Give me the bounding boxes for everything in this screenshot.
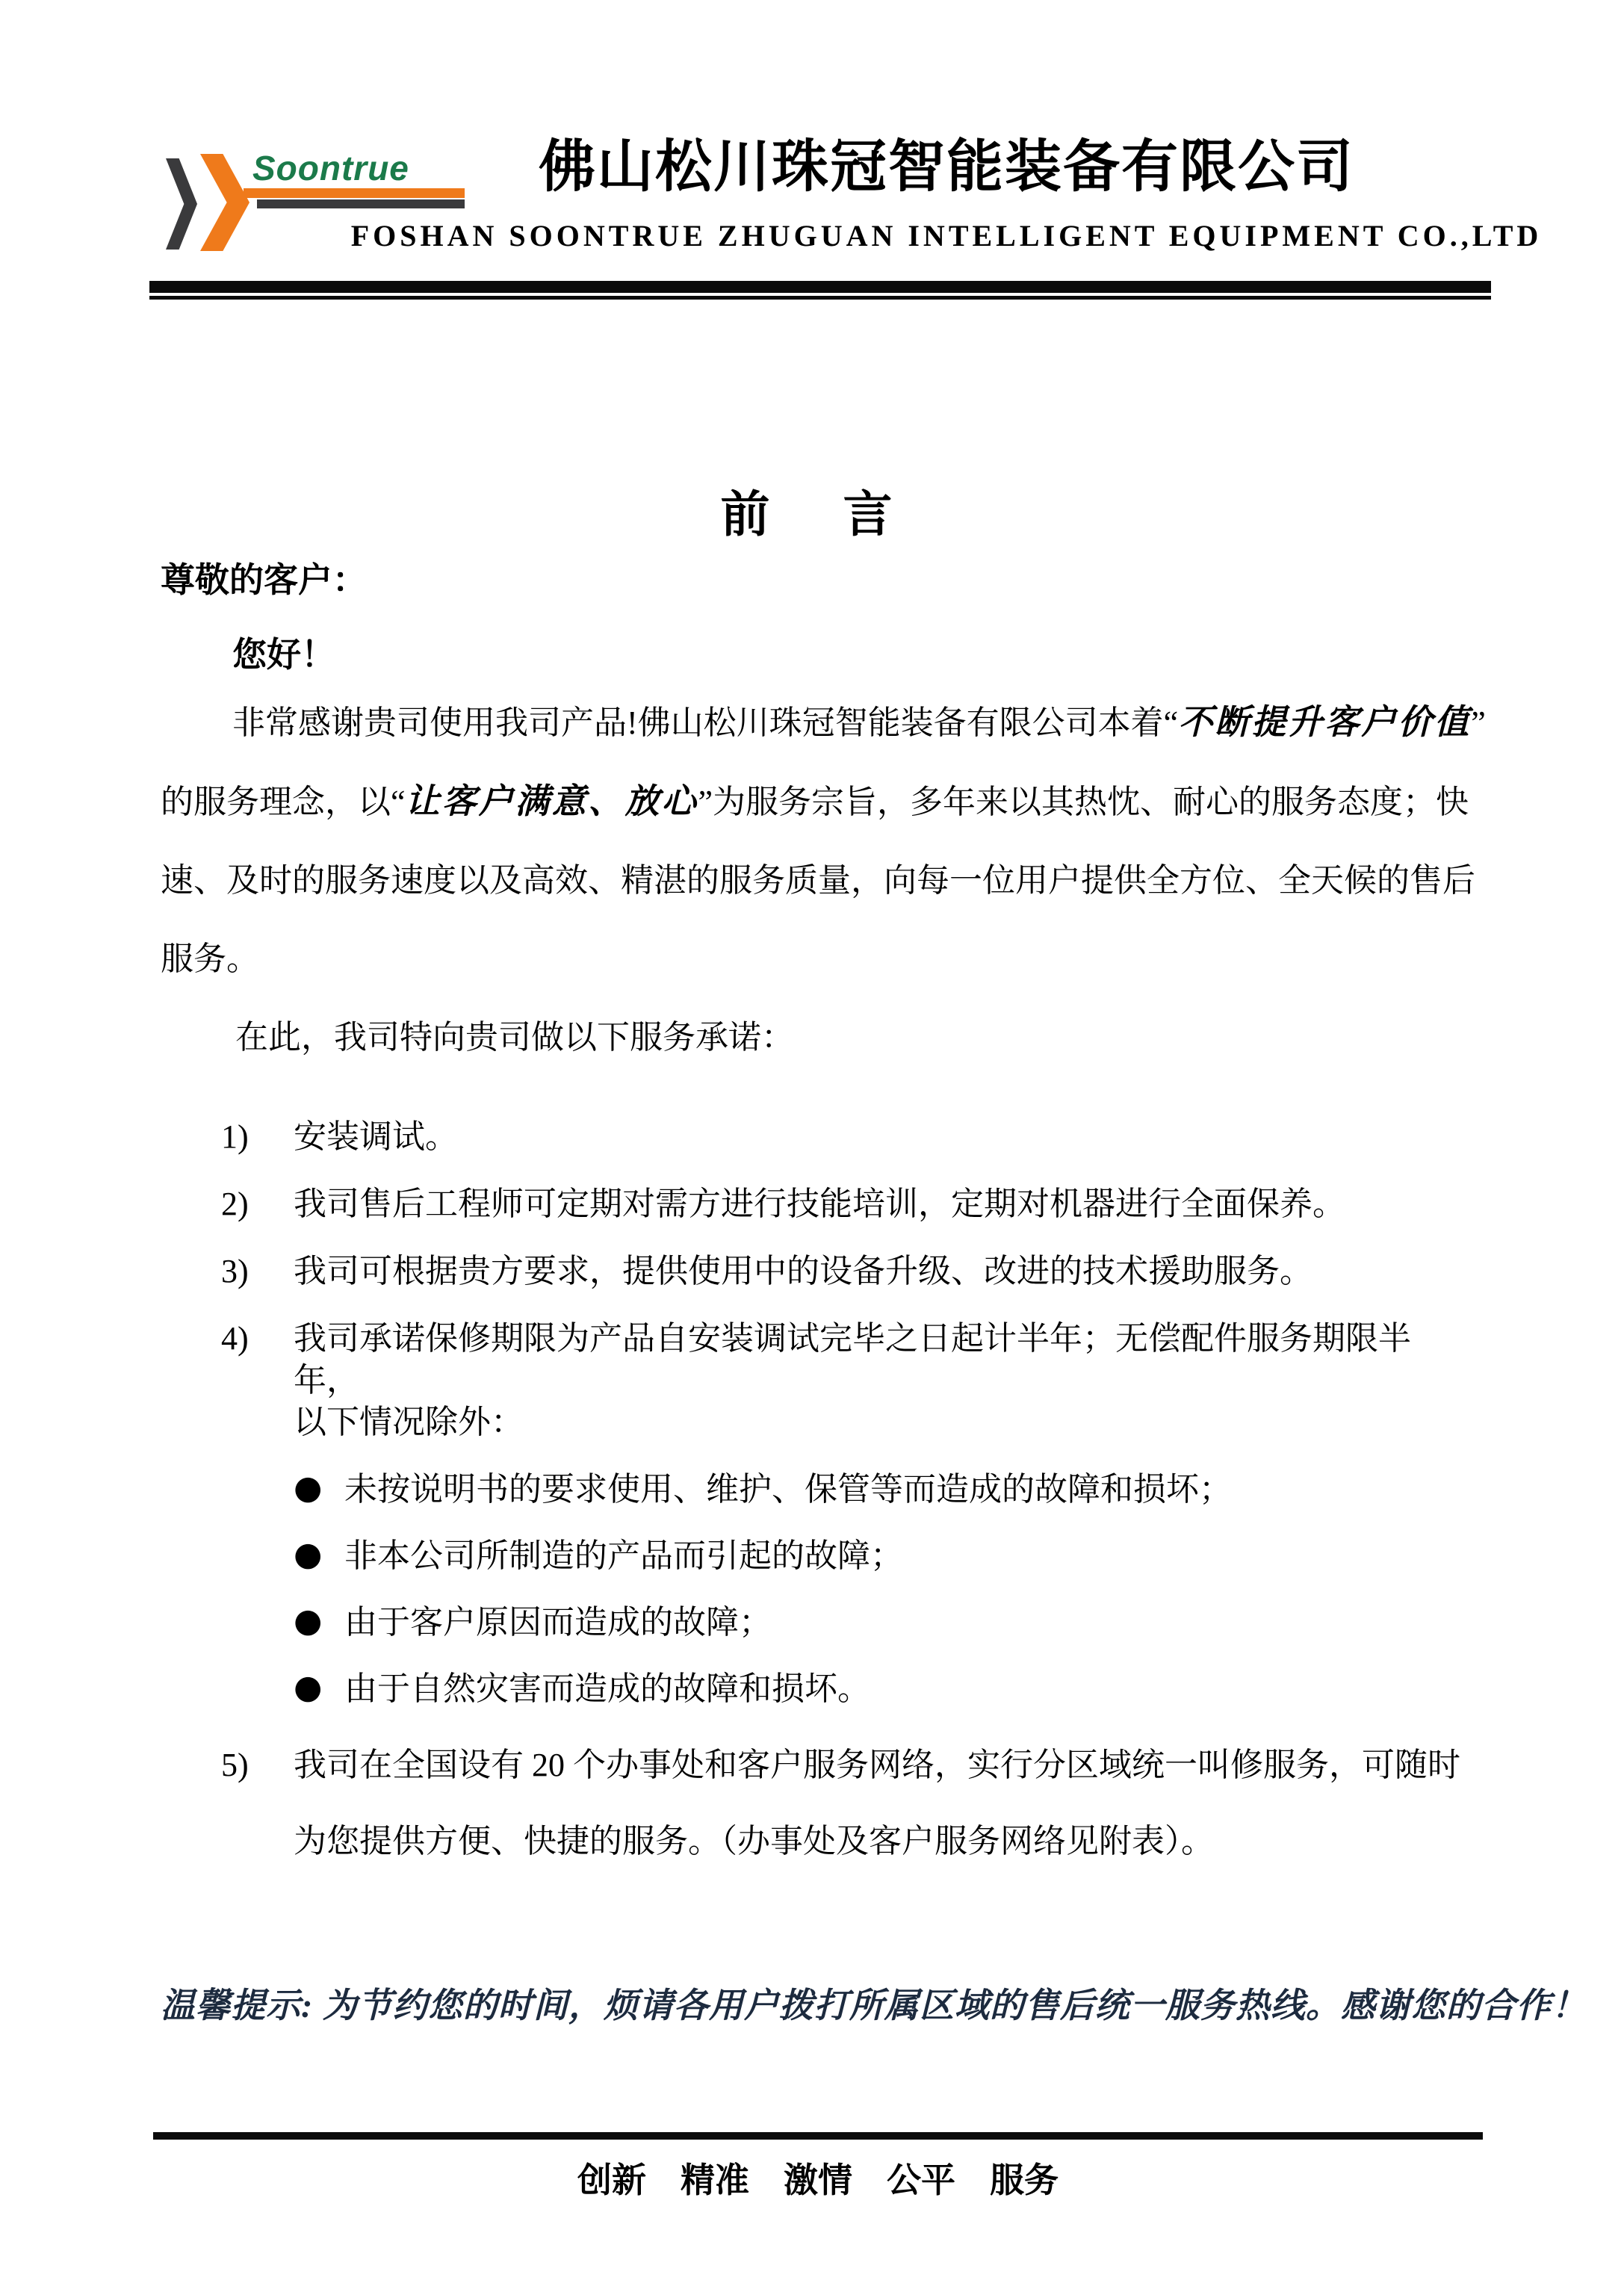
- logo-wordmark: Soontrue: [252, 149, 409, 188]
- bullet-text: 由于客户原因而造成的故障；: [344, 1604, 772, 1641]
- paragraph-line: [161, 779, 1469, 825]
- list-item: [161, 1116, 1464, 1158]
- logo-chevron-dark-icon: [166, 158, 197, 250]
- greeting: 您好！: [232, 636, 335, 674]
- bullet-icon: ●: [294, 1668, 323, 1706]
- document-body: [0, 482, 1624, 2028]
- bullet-item: [161, 1535, 1464, 1577]
- list-item-number: 1): [221, 1118, 249, 1155]
- calligraphy-quote: 不断提升客户价值: [1178, 703, 1472, 741]
- list-item-number: 3): [221, 1253, 249, 1289]
- bullet-icon: ●: [294, 1602, 323, 1640]
- list-item-number: 4): [221, 1320, 249, 1357]
- footer-motto: 创新 精准 激情 公平 服务: [577, 2161, 1059, 2199]
- page-title: 前 言: [720, 488, 905, 542]
- list-item: [161, 1251, 1464, 1292]
- paragraph-text: 的服务理念，以“: [161, 784, 406, 820]
- bullet-text: 由于自然灾害而造成的故障和损坏。: [344, 1670, 870, 1707]
- bullet-item: [161, 1668, 1464, 1710]
- paragraph-line: 服务。: [161, 941, 259, 977]
- list-item: [161, 1183, 1464, 1225]
- company-name-english: FOSHAN SOONTRUE ZHUGUAN INTELLIGENT EQUIPMENT CO.,LTD: [350, 219, 1543, 253]
- logo-chevron-orange-icon: [200, 154, 250, 251]
- calligraphy-quote: 让客户满意、放心: [405, 782, 698, 820]
- header-divider: [149, 281, 1491, 300]
- list-item: [161, 1318, 1464, 1443]
- bullet-item: [161, 1602, 1464, 1644]
- company-name-chinese: 佛山松川珠冠智能装备有限公司: [539, 136, 1354, 199]
- list-item-text: 我司承诺保修期限为产品自安装调试完毕之日起计半年；无偿配件服务期限半年，: [294, 1320, 1411, 1399]
- list-item: [161, 1744, 1464, 1862]
- service-commitment-list: [161, 1116, 1464, 1443]
- list-item-number: 2): [221, 1186, 249, 1222]
- paragraph-text: ”为服务宗旨，多年来以其热忱、耐心的服务态度；快: [698, 784, 1469, 820]
- page-footer: [153, 2132, 1483, 2202]
- list-item-text: 安装调试。: [294, 1118, 458, 1155]
- list-item-text: 以下情况除外：: [294, 1404, 524, 1440]
- logo-bar-dark: [257, 199, 465, 208]
- list-item-text: 为您提供方便、快捷的服务。（办事处及客户服务网络见附表）。: [294, 1823, 1214, 1859]
- bullet-text: 非本公司所制造的产品而引起的故障；: [344, 1537, 903, 1574]
- list-item-text: 我司售后工程师可定期对需方进行技能培训，定期对机器进行全面保养。: [294, 1186, 1345, 1222]
- paragraph-line: 速、及时的服务速度以及高效、精湛的服务质量，向每一位用户提供全方位、全天候的售后: [161, 862, 1475, 899]
- paragraph-text: ”: [1471, 704, 1486, 741]
- logo-bar-orange: [244, 188, 465, 198]
- salutation: 尊敬的客户：: [161, 561, 367, 599]
- footer-divider: [153, 2132, 1483, 2140]
- list-item-text: 我司可根据贵方要求，提供使用中的设备升级、改进的技术援助服务。: [294, 1253, 1312, 1289]
- list-item-number: 5): [221, 1747, 249, 1783]
- promise-intro: 在此，我司特向贵司做以下服务承诺：: [235, 1019, 794, 1056]
- page-header: [0, 0, 1624, 281]
- warranty-exclusion-list: [161, 1469, 1464, 1710]
- warm-notice: 温馨提示: 为节约您的时间，烦请各用户拨打所属区域的售后统一服务热线。感谢您的合作！: [161, 1986, 1587, 2025]
- intro-paragraph: [161, 700, 1486, 982]
- list-item-text: 我司在全国设有 20 个办事处和客户服务网络，实行分区域统一叫修服务，可随时: [294, 1747, 1460, 1783]
- bullet-icon: ●: [294, 1535, 323, 1573]
- paragraph-text: 非常感谢贵司使用我司产品!佛山松川珠冠智能装备有限公司本着“: [232, 704, 1179, 741]
- paragraph-line: [161, 700, 1486, 746]
- bullet-icon: ●: [294, 1469, 323, 1507]
- bullet-item: [161, 1469, 1464, 1511]
- bullet-text: 未按说明书的要求使用、维护、保管等而造成的故障和损坏；: [344, 1471, 1232, 1508]
